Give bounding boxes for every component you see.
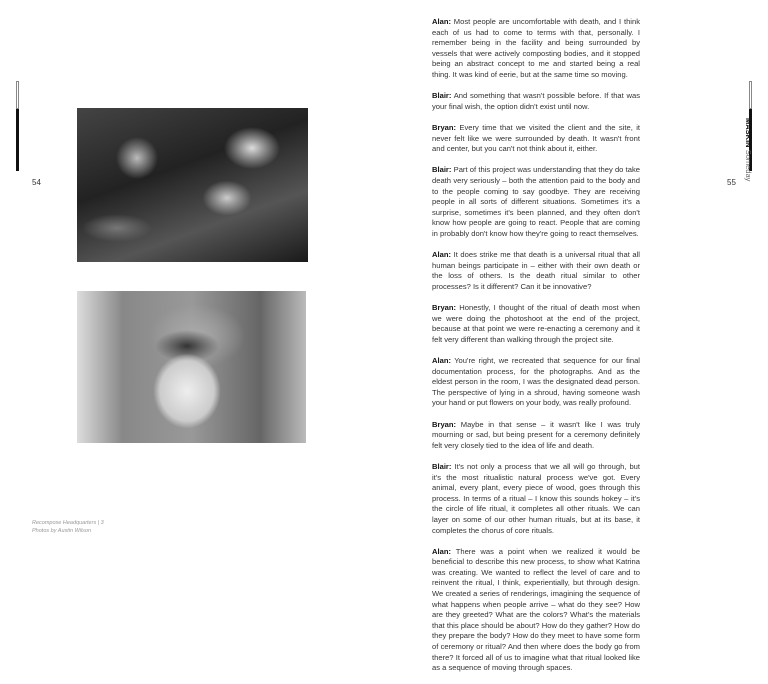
interview-paragraph [432,165,640,239]
speaker-name: Bryan: [432,303,457,313]
interview-paragraph [432,91,640,112]
paragraph-text: Every time that we visited the client and the site, it never felt like we were surrounded by death. It wasn't front and center, but you can't not think about it, either. [432,122,640,154]
interview-paragraph [432,17,640,81]
interview-paragraph [432,356,640,409]
left-page-marker-bar [16,81,19,171]
paragraph-text: Maybe in that sense – it wasn't like I was truly mourning or sad, but being present for a ceremony definitely felt very closely tied to the idea of life and death. [432,419,640,450]
photo-flowers [77,108,308,262]
photo-caption [32,519,104,535]
paragraph-text: Part of this project was understanding that they do take death very seriously – both the attention paid to the body and to the people coming to say goodbye. They are receiving people in all sorts of different situations. Sometimes it's a surprise, sometimes it's been planned, and they often don't know how people are going to react. People that are coming in probably don't know how they're going to react themselves. [432,165,640,238]
paragraph-text: There was a point when we realized it would be beneficial to describe this new process, to show what Katrina was creating. We wanted to reflect the level of care and to reinvent the ritual, I think, experientially, but through design. We created a series of renderings, imagining the sequence of what happens when people arrive – what do they see? How are they greeted? What are the colors? What's the materials that this place should be about? How do they gather? How do they prepare the body? How do they meet to have some form of ceremony or ritual? And then where does the body go from there? It forced all of us to imagine what that ritual looked like as a sequence of moving through spaces. [432,546,640,673]
interview-text-column [432,17,640,684]
paragraph-text: It's not only a process that we all will go through, but it's the most ritualistic natural process we've got. Every animal, every plant, every piece of wood, goes through this process. In terms of a ritual – I know this sounds hokey – it's the circle of life ritual, it completes all other rituals. We can layer on some of our other human rituals, but at its base, it completes the chorus of core rituals. [432,461,640,535]
running-head [744,118,753,181]
running-head-brand: MASKIN [744,118,753,148]
speaker-name: Alan: [432,250,451,260]
interview-paragraph [432,547,640,674]
speaker-name: Bryan: [432,419,457,429]
page-number-left: 54 [32,178,41,187]
speaker-name: Alan: [432,546,451,556]
interview-paragraph [432,250,640,292]
caption-credit: Photos by Austin Wilson [32,528,92,534]
speaker-name: Blair: [432,165,452,175]
speaker-name: Alan: [432,17,451,26]
interview-paragraph [432,420,640,452]
speaker-name: Blair: [432,461,452,471]
running-head-section: Someday [744,149,753,182]
paragraph-text: You're right, we recreated that sequence for our final documentation process, for the photographs. And as the eldest person in the room, I was the designated dead person. The perspective of lying in a shroud, having someone wash your hand or put flowers on your body, was really profound. [432,356,640,408]
paragraph-text: Most people are uncomfortable with death, and I think each of us had to come to terms with that, personally. I remember being in the facility and being surrounded by vessels that were actively composting bodies, and it stopped being an abstract concept to me and started being a real thing. It was kind of eerie, but at the same time so moving. [432,17,640,79]
caption-title: Recompose Headquarters | 3 [32,520,104,526]
speaker-name: Blair: [432,91,452,101]
paragraph-text: And something that wasn't possible before. If that was your final wish, the option didn't exist until now. [432,91,640,111]
speaker-name: Bryan: [432,122,457,132]
paragraph-text: It does strike me that death is a universal ritual that all human beings participate in – either with their own death or the loss of others. Is the death ritual similar to other processes? Is it different? Can it be innovative? [432,250,640,291]
interview-paragraph [432,123,640,155]
paragraph-text: Honestly, I thought of the ritual of death most when we were doing the photoshoot at the end of the project, because at that point we were re-enacting a ceremony and it felt very different than walking through the project site. [432,303,640,344]
page-number-right: 55 [727,178,736,187]
photo-hands-holding-soil-vessel [77,291,306,443]
speaker-name: Alan: [432,356,451,365]
interview-paragraph [432,303,640,345]
interview-paragraph [432,462,640,536]
